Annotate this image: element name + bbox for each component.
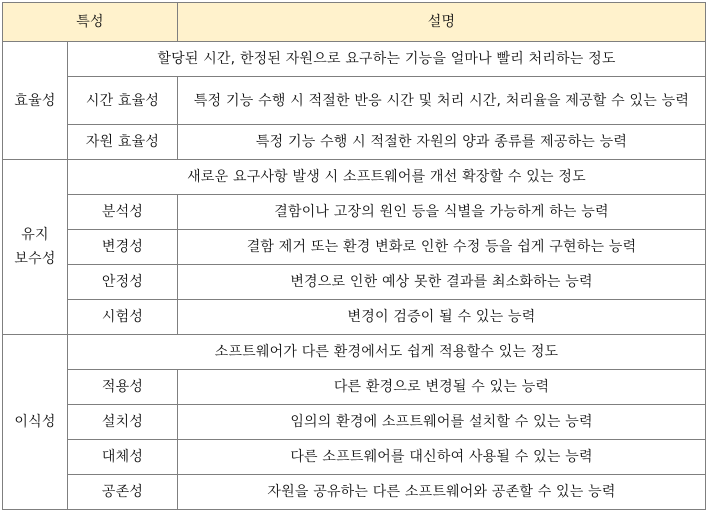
table-row <box>3 77 706 125</box>
group-summary: 소프트웨어가 다른 환경에서도 쉽게 적용할수 있는 정도 <box>68 335 706 370</box>
table-row <box>3 475 706 510</box>
header-row <box>3 3 706 42</box>
quality-characteristics-table <box>2 2 706 510</box>
table-row <box>3 300 706 335</box>
sub-characteristic: 설치성 <box>68 405 178 440</box>
table-row <box>3 125 706 160</box>
sub-description: 변경이 검증이 될 수 있는 능력 <box>178 300 706 335</box>
sub-description: 결함이나 고장의 원인 등을 식별을 가능하게 하는 능력 <box>178 195 706 230</box>
table-row <box>3 405 706 440</box>
table-row <box>3 370 706 405</box>
table-row <box>3 42 706 77</box>
sub-characteristic: 시간 효율성 <box>68 77 178 125</box>
group-name-line: 보수성 <box>14 251 56 267</box>
sub-characteristic: 자원 효율성 <box>68 125 178 160</box>
sub-description: 임의의 환경에 소프트웨어를 설치할 수 있는 능력 <box>178 405 706 440</box>
sub-description: 특정 기능 수행 시 적절한 반응 시간 및 처리 시간, 처리율을 제공할 수 있는 능력 <box>178 77 706 125</box>
group-summary: 할당된 시간, 한정된 자원으로 요구하는 기능을 얼마나 빨리 처리하는 정도 <box>68 42 706 77</box>
table-row <box>3 230 706 265</box>
sub-description: 변경으로 인한 예상 못한 결과를 최소화하는 능력 <box>178 265 706 300</box>
group-efficiency: 효율성 <box>3 42 68 160</box>
sub-description: 다른 환경으로 변경될 수 있는 능력 <box>178 370 706 405</box>
table-row <box>3 195 706 230</box>
sub-description: 다른 소프트웨어를 대신하여 사용될 수 있는 능력 <box>178 440 706 475</box>
header-characteristic: 특성 <box>3 3 178 42</box>
table-row <box>3 160 706 195</box>
group-portability: 이식성 <box>3 335 68 510</box>
sub-characteristic: 대체성 <box>68 440 178 475</box>
group-name-line: 유지 <box>21 227 49 243</box>
sub-characteristic: 적용성 <box>68 370 178 405</box>
sub-characteristic: 시험성 <box>68 300 178 335</box>
header-description: 설명 <box>178 3 706 42</box>
table-row <box>3 265 706 300</box>
table-row <box>3 440 706 475</box>
sub-characteristic: 분석성 <box>68 195 178 230</box>
sub-description: 특정 기능 수행 시 적절한 자원의 양과 종류를 제공하는 능력 <box>178 125 706 160</box>
table-row <box>3 335 706 370</box>
sub-characteristic: 안정성 <box>68 265 178 300</box>
sub-characteristic: 공존성 <box>68 475 178 510</box>
sub-description: 결함 제거 또는 환경 변화로 인한 수정 등을 쉽게 구현하는 능력 <box>178 230 706 265</box>
sub-characteristic: 변경성 <box>68 230 178 265</box>
group-maintainability <box>3 160 68 335</box>
group-summary: 새로운 요구사항 발생 시 소프트웨어를 개선 확장할 수 있는 정도 <box>68 160 706 195</box>
sub-description: 자원을 공유하는 다른 소프트웨어와 공존할 수 있는 능력 <box>178 475 706 510</box>
